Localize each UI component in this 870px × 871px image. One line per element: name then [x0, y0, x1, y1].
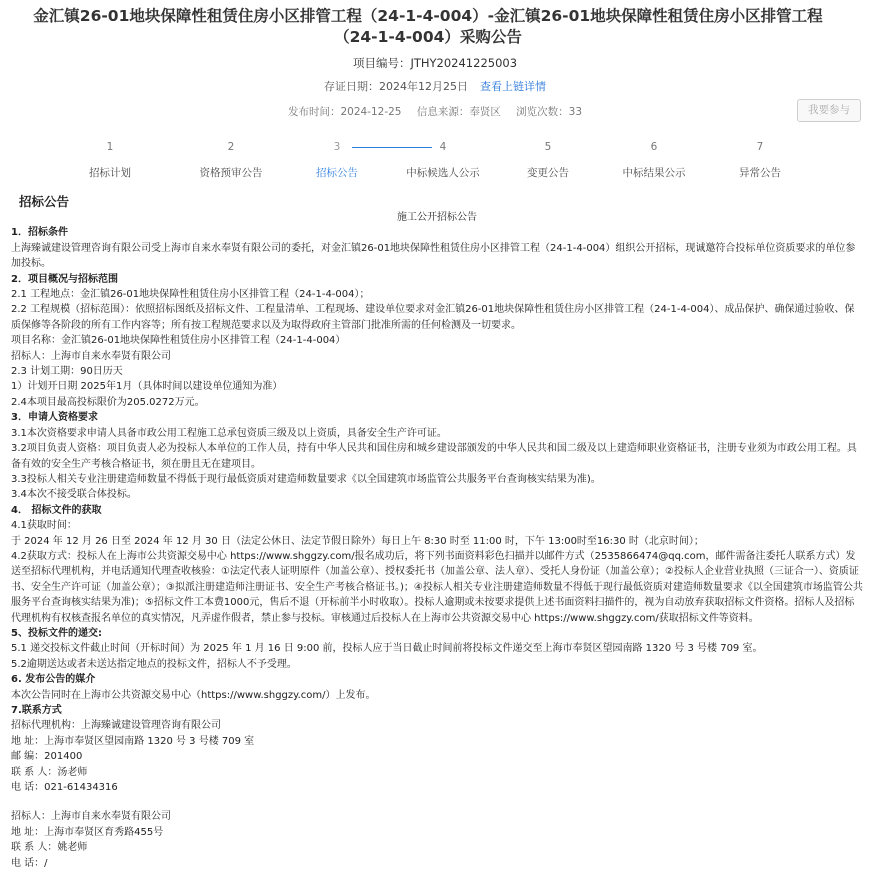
notice-paragraph: 3.2项目负责人资格：项目负责人必为投标人本单位的工作人员，持有中华人民共和国住房和城乡建设部颁发的中华人民共和国二级及以上建造师职业资格证书，注册专业须为市政公用工程。具备有效的安全生产考核合格证书，须在册且无在建项目。	[11, 443, 857, 470]
notice-paragraph: 1）计划开日期 2025年1月（具体时间以建设单位通知为准）	[11, 381, 283, 393]
notice-heading: 3．申请人资格要求	[11, 412, 98, 424]
notice-paragraph: 2.3 计划工期：90日历天	[11, 366, 123, 378]
step-number: 4	[439, 141, 447, 153]
notice-paragraph: 本次公告同时在上海市公共资源交易中心（https://www.shggzy.com/）上发布。	[11, 689, 376, 701]
notice-paragraph: 招标人：上海市自来水奉贤有限公司	[11, 350, 171, 362]
notice-paragraph: 项目名称：金汇镇26-01地块保障性租赁住房小区排管工程（24-1-4-004）	[11, 335, 346, 347]
step-label: 中标结果公示	[622, 167, 686, 179]
step-number: 3	[333, 141, 341, 153]
step-number: 1	[106, 141, 114, 153]
step-label: 资格预审公告	[199, 167, 263, 179]
save-date-row	[0, 78, 870, 94]
notice-heading: 5、投标文件的递交:	[11, 627, 102, 639]
notice-paragraph: 5.1 递交投标文件截止时间（开标时间）为 2025 年 1 月 16 日 9:00 前，投标人应于当日截止时间前将投标文件递交至上海市奉贤区望园南路 1320 号 3 号楼 709 室。	[11, 643, 763, 655]
notice-paragraph: 地 址：上海市奉贤区望园南路 1320 号 3 号楼 709 室	[11, 735, 255, 747]
spacer	[11, 795, 863, 809]
step-number: 6	[650, 141, 658, 153]
notice-paragraph: 联 系 人：汤老师	[11, 766, 88, 778]
publish-source: 信息来源：奉贤区	[416, 106, 501, 118]
notice-heading: 6. 发布公告的媒介	[11, 674, 96, 686]
page-title: 金汇镇26-01地块保障性租赁住房小区排管工程（24-1-4-004）-金汇镇26-01地块保障性租赁住房小区排管工程（24-1-4-004）采购公告	[33, 7, 823, 46]
step-label: 异常公告	[739, 167, 781, 179]
section-title: 招标公告	[19, 194, 70, 209]
notice-paragraph: 2.2 工程规模（招标范围）：依照招标图纸及招标文件、工程量清单、工程现场、建设单位要求对金汇镇26-01地块保障性租赁住房小区排管工程（24-1-4-004）、成品保护、确保通过验收、保质保修等各阶段的所有工作内容等；所有按工程规范要求以及为取得政府主管部门批准所需的任何检测及一切要求。	[11, 304, 855, 331]
notice-paragraph: 招标代理机构：上海臻诚建设管理咨询有限公司	[11, 720, 221, 732]
notice-paragraph: 邮 编：201400	[11, 751, 83, 763]
step-bid-plan[interactable]	[45, 140, 175, 180]
notice-paragraph: 2.1 工程地点：金汇镇26-01地块保障性租赁住房小区排管工程（24-1-4-004）；	[11, 289, 370, 301]
notice-paragraph: 4.1获取时间：	[11, 520, 77, 532]
notice-heading: 7.联系方式	[11, 705, 62, 716]
notice-paragraph: 于 2024 年 12 月 26 日至 2024 年 12 月 30 日（法定公休日、法定节假日除外）每日上午 8:30 时至 11:00 时，下午 13:00时至16:30 时（北京时间）；	[11, 535, 704, 547]
notice-paragraph: 电 话：021-61434316	[11, 782, 118, 794]
notice-heading: 2．项目概况与招标范围	[11, 273, 118, 285]
notice-title: 施工公开招标公告	[397, 212, 477, 223]
project-number: 项目编号：JTHY20241225003	[352, 56, 518, 70]
process-steps	[0, 140, 870, 180]
notice-paragraph: 3.4本次不接受联合体投标。	[11, 489, 137, 501]
step-label: 招标公告	[316, 167, 358, 179]
publish-time: 发布时间：2024-12-25	[287, 106, 402, 118]
chain-detail-link[interactable]: 查看上链详情	[480, 80, 546, 93]
notice-paragraph: 3.1本次资格要求申请人具备市政公用工程施工总承包资质三级及以上资质，具备安全生产许可证。	[11, 427, 447, 439]
step-label: 中标候选人公示	[406, 167, 480, 179]
notice-paragraph: 地 址：上海市奉贤区育秀路455号	[11, 826, 164, 838]
notice-paragraph: 4.2获取方式：投标人在上海市公共资源交易中心 https://www.shggzy.com/报名成功后，将下列书面资料彩色扫描并以邮件方式（2535866474@qq.com，邮件需备注委托人联系方式）发送至招标代理机构，并电话通知代理查收核验：①法定代表人证明原件（加盖公章）、授权委托书（加盖公章、法人章）、受托人身份证（加盖公章）；②投标人企业营业执照（三证合一）、资质证书、安全生产许可证（加盖公章）；③拟派注册建造师注册证书、安全生产考核合格证书。)；④投标人相关专业注册建造师数量不得低于现行最低资质对建造师数量要求《以全国建筑市场监管公共服务平台查询核实结果为准)；⑤招标文件工本费1000元，售后不退（开标前半小时收取）。投标人逾期或未按要求提供上述书面资料扫描件的，视为自动放弃获取招标文件资格。招标人及招标代理机构有权核查报名单位的真实情况，凡弄虚作假者，禁止参与投标。审核通过后投标人在上海市公共资源交易中心 https://www.shggzy.com/获取招标文件等资料。	[11, 550, 863, 624]
step-number: 5	[544, 141, 552, 153]
notice-paragraph: 5.2逾期送达或者未送达指定地点的投标文件，招标人不予受理。	[11, 658, 297, 670]
notice-paragraph: 2.4本项目最高投标限价为205.0272万元。	[11, 396, 205, 408]
step-number: 2	[227, 141, 235, 153]
step-label: 招标计划	[89, 167, 131, 179]
save-date: 存证日期：2024年12月25日	[324, 80, 468, 93]
notice-heading: 4． 招标文件的获取	[11, 504, 102, 516]
join-button[interactable]: 我要参与	[797, 99, 861, 122]
notice-paragraph: 联 系 人：姚老师	[11, 842, 88, 854]
step-exception-notice[interactable]	[695, 140, 825, 180]
notice-paragraph: 招标人：上海市自来水奉贤有限公司	[11, 811, 171, 823]
notice-heading: 1．招标条件	[11, 227, 68, 239]
view-count: 浏览次数：33	[516, 106, 583, 118]
publish-info	[0, 104, 870, 119]
notice-paragraph: 电 话：/	[11, 857, 48, 869]
notice-body	[11, 210, 863, 871]
notice-lines	[11, 225, 863, 871]
step-label: 变更公告	[527, 167, 569, 179]
notice-paragraph: 上海臻诚建设管理咨询有限公司受上海市自来水奉贤有限公司的委托，对金汇镇26-01地块保障性租赁住房小区排管工程（24-1-4-004）组织公开招标，现诚邀符合投标单位资质要求的单位参加投标。	[11, 242, 856, 270]
notice-paragraph: 3.3投标人相关专业注册建造师数量不得低于现行最低资质对建造师数量要求《以全国建筑市场监管公共服务平台查询核实结果为准)。	[11, 473, 601, 485]
step-number: 7	[756, 141, 764, 153]
